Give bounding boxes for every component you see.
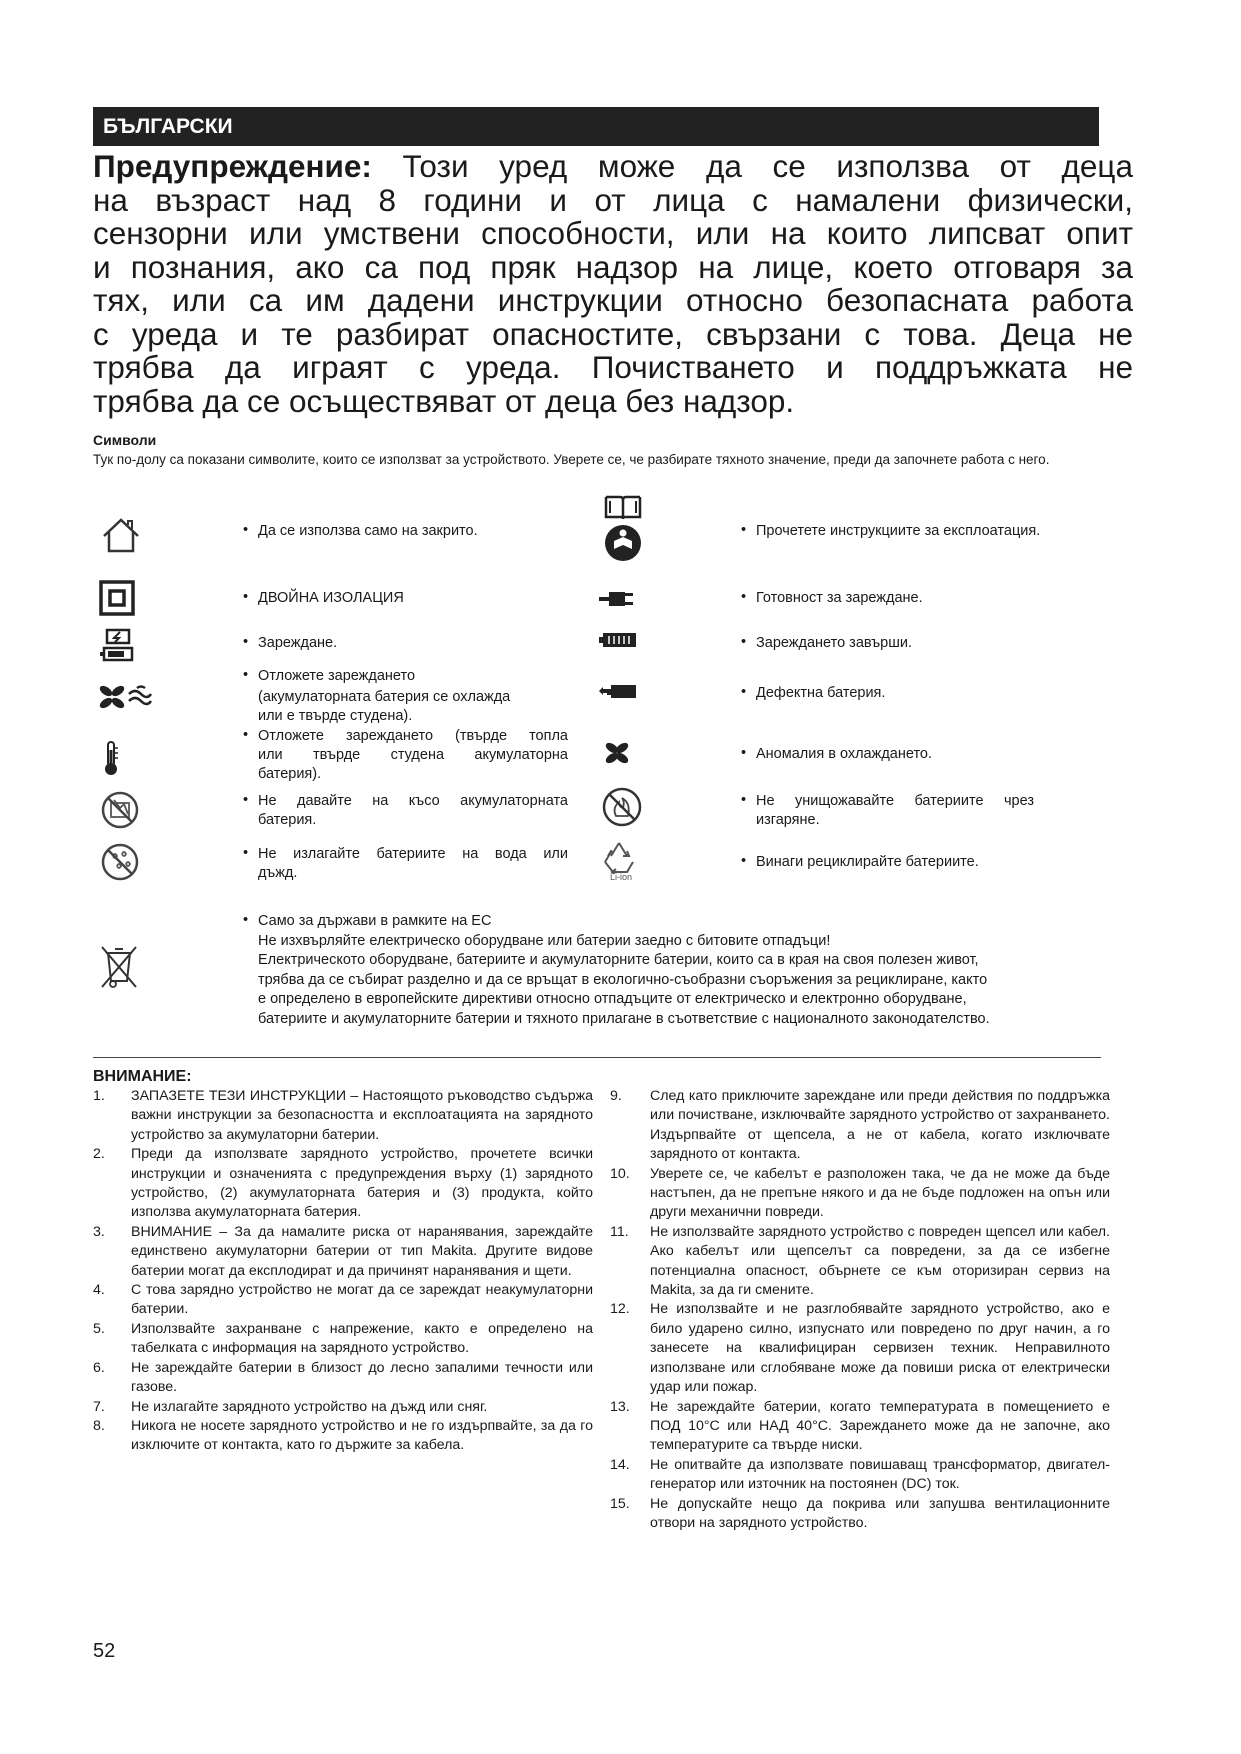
double-insulation-icon bbox=[99, 580, 135, 616]
symbol-label-charging: Зареждане. bbox=[258, 635, 338, 651]
no-water-icon bbox=[100, 842, 140, 882]
list-item: 3. ВНИМАНИЕ – За да намалите риска от наранявания, зареждайте единствено акумулаторни батерии от тип Makita. Другите видове батерии могат да експлодират и да причинят наранявания и щети. bbox=[93, 1223, 593, 1279]
symbol-label-defective: Дефектна батерия. bbox=[756, 685, 886, 701]
symbol-label-double-insulation: ДВОЙНА ИЗОЛАЦИЯ bbox=[258, 590, 404, 606]
list-item: 4. С това зарядно устройство не могат да се зареждат неакумулаторни батерии. bbox=[93, 1282, 593, 1318]
plug-icon bbox=[599, 588, 635, 610]
bullet: • bbox=[741, 522, 747, 538]
list-item: 5. Използвайте захранване с напрежение, както е определено на табелката с информация на зарядното устройство. bbox=[93, 1320, 593, 1357]
symbol-label-delay-temperature: Отложете зареждането (твърде топла или твърде студена акумулаторна батерия). bbox=[258, 728, 568, 782]
symbol-label-cooling-anomaly: Аномалия в охлаждането. bbox=[756, 746, 933, 762]
list-item: 7. Не излагайте зарядното устройство на дъжд или сняг. bbox=[93, 1398, 488, 1415]
warning-label: Предупреждение: bbox=[93, 148, 372, 184]
bullet: • bbox=[741, 853, 747, 869]
bullet: • bbox=[741, 745, 747, 761]
list-item: 12. Не използвайте и не разглобявайте зарядното устройство, ако е било ударено силно, изпуснато или повредено по друг начин, а го занесете на квалифициран сервизен техник. Неправилното използване или сглобяване може да повиши риска от електрически удар или пожар. bbox=[610, 1301, 1110, 1396]
list-item: 13. Не зареждайте батерии, когато температурата в помещението е ПОД 10°C или НАД 40°C. Зареждането може да не започне, ако температурите са твърде ниски. bbox=[610, 1398, 1110, 1454]
li-ion-label: Li-ion bbox=[609, 872, 632, 882]
defective-battery-icon bbox=[599, 681, 637, 701]
caution-list-right bbox=[610, 1087, 1110, 1533]
recycle-icon bbox=[600, 840, 642, 882]
warning-line-3: сензорни или умствени способности, или на които липсват опит bbox=[93, 215, 1133, 251]
read-manual-icon bbox=[602, 493, 644, 563]
symbol-label-no-short: Не давайте на късо акумулаторната батерия. bbox=[258, 793, 568, 828]
no-fire-icon bbox=[601, 786, 643, 828]
fan-cooling-icon bbox=[97, 682, 153, 712]
bullet: • bbox=[243, 727, 249, 743]
list-item: 10. Уверете се, че кабелът е разположен така, че да не може да бъде настъпен, да не препъне някого и да не бъде подложен на опън или други механични повреди. bbox=[610, 1165, 1110, 1221]
list-item: 6. Не зареждайте батерии в близост до лесно запалими течности или газове. bbox=[93, 1359, 593, 1396]
list-item: 15. Не допускайте нещо да покрива или запушва вентилационните отвори на зарядното устройство. bbox=[610, 1495, 1110, 1531]
fan-icon bbox=[603, 739, 631, 767]
symbol-label-indoor: Да се използва само на закрито. bbox=[258, 523, 478, 539]
symbols-title: Символи bbox=[93, 432, 157, 448]
symbol-label-no-water: Не излагайте батериите на вода или дъжд. bbox=[258, 846, 568, 881]
list-item: 14. Не опитвайте да използвате повишаващ трансформатор, двигател-генератор или източник на постоянен (DC) ток. bbox=[610, 1456, 1110, 1493]
bullet: • bbox=[741, 634, 747, 650]
list-item: 1. ЗАПАЗЕТЕ ТЕЗИ ИНСТРУКЦИИ – Настоящото ръководство съдържа важни инструкции за безопасността и експлоатацията на зарядното устройство за акумулаторни батерии. bbox=[93, 1088, 593, 1143]
caution-title: ВНИМАНИЕ: bbox=[93, 1068, 192, 1085]
warning-line-8: трябва да се осъществяват от деца без надзор. bbox=[93, 382, 795, 419]
bullet: • bbox=[243, 589, 249, 605]
warning-line-4: и познания, ако са под пряк надзор на лице, което отговаря за bbox=[93, 248, 1133, 285]
bullet: • bbox=[243, 522, 249, 538]
bullet: • bbox=[243, 912, 249, 928]
section-divider bbox=[93, 1057, 1101, 1058]
charging-battery-icon bbox=[100, 628, 136, 664]
symbol-label-no-fire: Не унищожавайте батериите чрез изгаряне. bbox=[756, 793, 1034, 828]
symbol-label-ready: Готовност за зареждане. bbox=[756, 590, 923, 606]
warning-line-2: на възраст над 8 години и от лица с намалени физически, bbox=[93, 181, 1133, 218]
weee-notice: Само за държави в рамките на ЕС Не изхвърляйте електрическо оборудване или батерии заедно с битовите отпадъци! Електрическото оборудване, батериите и акумулаторните батерии, които са в края на своя полезен живот, трябва да се събират разделно и да се връщат в екологично-съобразни съоръжения за рециклиране, както е определено в европейските директиви относно отпадъците от електрическо и електронно оборудване, батериите и акумулаторните батерии и тяхното прилагане в съответствие с националното законодателство. bbox=[258, 913, 990, 1027]
warning-paragraph bbox=[93, 150, 1133, 418]
symbol-label-read-manual: Прочетете инструкциите за експлоатация. bbox=[756, 523, 1041, 539]
warning-line-6: с уреда и те разбират опасностите, свързани с това. Деца не bbox=[93, 315, 1133, 352]
warning-line-5: тях, или са им дадени инструкции относно безопасната работа bbox=[93, 282, 1133, 318]
full-battery-icon bbox=[599, 631, 637, 649]
bullet: • bbox=[741, 792, 747, 808]
no-short-circuit-icon bbox=[100, 790, 140, 830]
warning-line-7: трябва да играят с уреда. Почистването и поддръжката не bbox=[93, 349, 1133, 385]
symbol-label-delay-cooling: Отложете зареждането (акумулаторната батерия се охлажда или е твърде студена). bbox=[258, 668, 511, 724]
list-item: 2. Преди да използвате зарядното устройство, прочетете всички инструкции и означенията с предупреждения върху (1) зарядното устройство, (2) акумулаторната батерия и (3) продукта, който използва акумулаторната батерия. bbox=[93, 1146, 593, 1221]
page-number: 52 bbox=[93, 1640, 116, 1662]
bullet: • bbox=[243, 845, 249, 861]
bullet: • bbox=[741, 589, 747, 605]
language-header: БЪЛГАРСКИ bbox=[93, 107, 1099, 146]
list-item: 8. Никога не носете зарядното устройство и не го издърпвайте, за да го изключите от контакта, като го държите за кабела. bbox=[93, 1417, 593, 1454]
bullet: • bbox=[741, 684, 747, 700]
caution-list-left bbox=[93, 1087, 593, 1456]
bullet: • bbox=[243, 634, 249, 650]
list-item: 11. Не използвайте зарядното устройство с повреден щепсел или кабел. Ако кабелът или щепселът са повредени, за да се избегне потенциална опасност, обърнете се към оторизиран сервиз на Makita, за да ги смените. bbox=[610, 1223, 1110, 1299]
symbol-label-charged: Зареждането завърши. bbox=[756, 635, 912, 651]
warning-line-1: Предупреждение: Този уред може да се използва от деца bbox=[93, 148, 1133, 184]
symbols-intro: Тук по-долу са показани символите, които се използват за устройството. Уверете се, че разбирате тяхното значение, преди да започнете работа с него. bbox=[93, 452, 1050, 467]
thermometer-icon bbox=[102, 740, 120, 776]
symbol-label-recycle: Винаги рециклирайте батериите. bbox=[756, 854, 979, 870]
house-icon bbox=[100, 516, 142, 554]
bullet: • bbox=[243, 792, 249, 808]
list-item: 9. След като приключите зареждане или преди действия по поддръжка или почистване, изключвайте зарядното устройство от захранването. Издърпвайте от щепсела, а не от кабела, когато изключвате зарядното от контакта. bbox=[610, 1088, 1110, 1163]
crossed-bin-icon bbox=[98, 943, 140, 989]
bullet: • bbox=[243, 667, 249, 683]
